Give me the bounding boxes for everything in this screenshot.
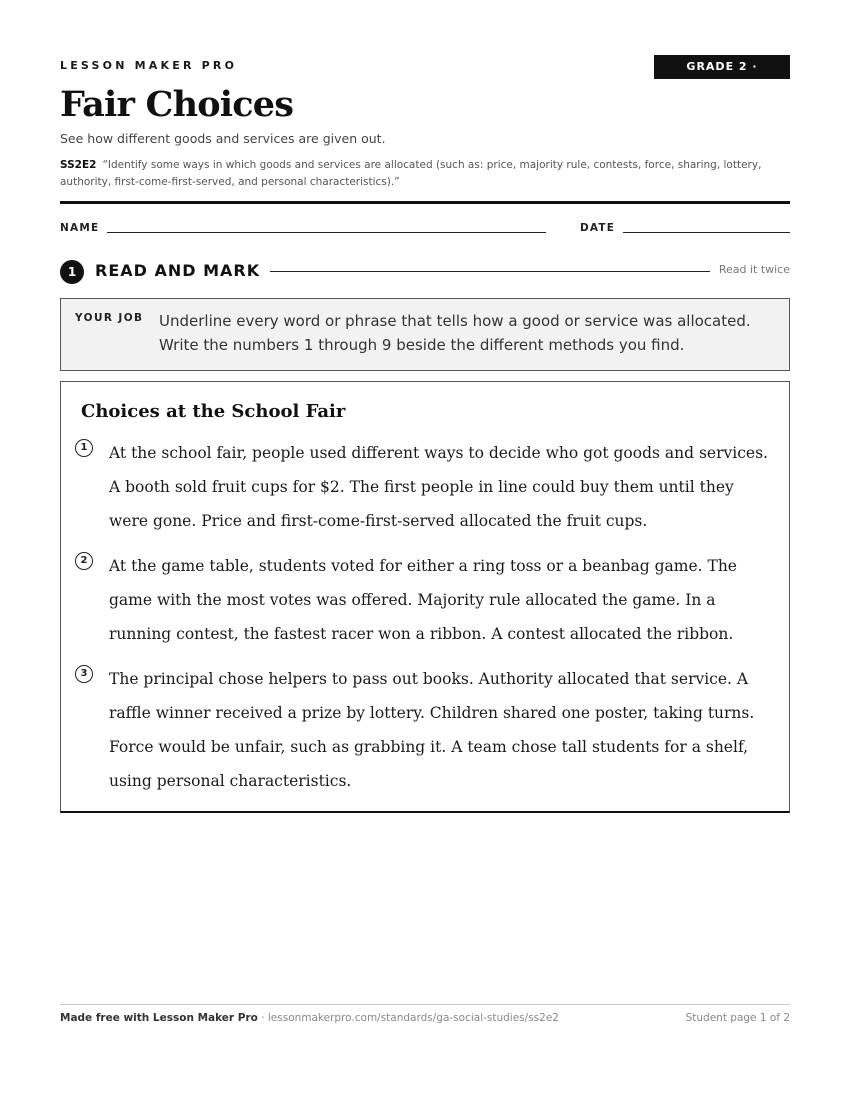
- instructions-label: YOUR JOB: [75, 312, 144, 324]
- paragraph-number-icon: 1: [75, 439, 93, 457]
- date-label: DATE: [580, 222, 616, 234]
- instructions-text: Underline every word or phrase that tells how a good or service was allocated. Write the numbers 1 through 9 beside the different methods you find.: [159, 312, 751, 354]
- worksheet-page: [60, 0, 790, 1100]
- instructions-box: [60, 298, 790, 371]
- section-number-badge: 1: [60, 260, 84, 284]
- paragraph-number-icon: 2: [75, 552, 93, 570]
- standard-description: [60, 157, 790, 191]
- paragraph-number-icon: 3: [75, 665, 93, 683]
- paragraph-text: At the school fair, people used different ways to decide who got goods and services. A booth sold fruit cups for $2. The first people in line could buy them until they were gone. Price and first-come-first-served allocated the fruit cups.: [109, 444, 768, 530]
- date-field[interactable]: [623, 232, 790, 233]
- section-title: READ AND MARK: [95, 261, 261, 280]
- standard-text: “Identify some ways in which goods and services are allocated (such as: price, majority rule, contests, force, sharing, lottery, authority, first-come-first-served, and personal characteristics).”: [60, 159, 762, 188]
- standard-code: SS2E2: [60, 159, 97, 171]
- footer-made-with: Made free with Lesson Maker Pro: [60, 1012, 258, 1024]
- paragraph-text: The principal chose helpers to pass out books. Authority allocated that service. A raffle winner received a prize by lottery. Children shared one poster, taking turns. Force would be unfair, such as grabbing it. A team chose tall students for a shelf, using personal characteristics.: [109, 670, 755, 790]
- footer-page-number: Student page 1 of 2: [685, 1012, 790, 1024]
- header-divider: [60, 201, 790, 204]
- reading-passage: [60, 381, 790, 813]
- grade-badge: GRADE 2 · SS2E2: [654, 55, 790, 79]
- page-title: Fair Choices: [60, 84, 294, 125]
- footer-url[interactable]: · lessonmakerpro.com/standards/ga-social-studies/ss2e2: [257, 1012, 559, 1024]
- paragraph-text: At the game table, students voted for either a ring toss or a beanbag game. The game with the most votes was offered. Majority rule allocated the game. In a running contest, the fastest racer won a ribbon. A contest allocated the ribbon.: [109, 557, 737, 643]
- footer-divider: [60, 1004, 790, 1005]
- footer-credit: [60, 1012, 559, 1024]
- brand-name: LESSON MAKER PRO: [60, 59, 238, 72]
- passage-title: Choices at the School Fair: [81, 401, 346, 422]
- name-label: NAME: [60, 222, 100, 234]
- name-field[interactable]: [107, 232, 546, 233]
- section-divider: [270, 271, 710, 272]
- page-subtitle: See how different goods and services are given out.: [60, 131, 386, 146]
- section-note: Read it twice: [718, 263, 790, 276]
